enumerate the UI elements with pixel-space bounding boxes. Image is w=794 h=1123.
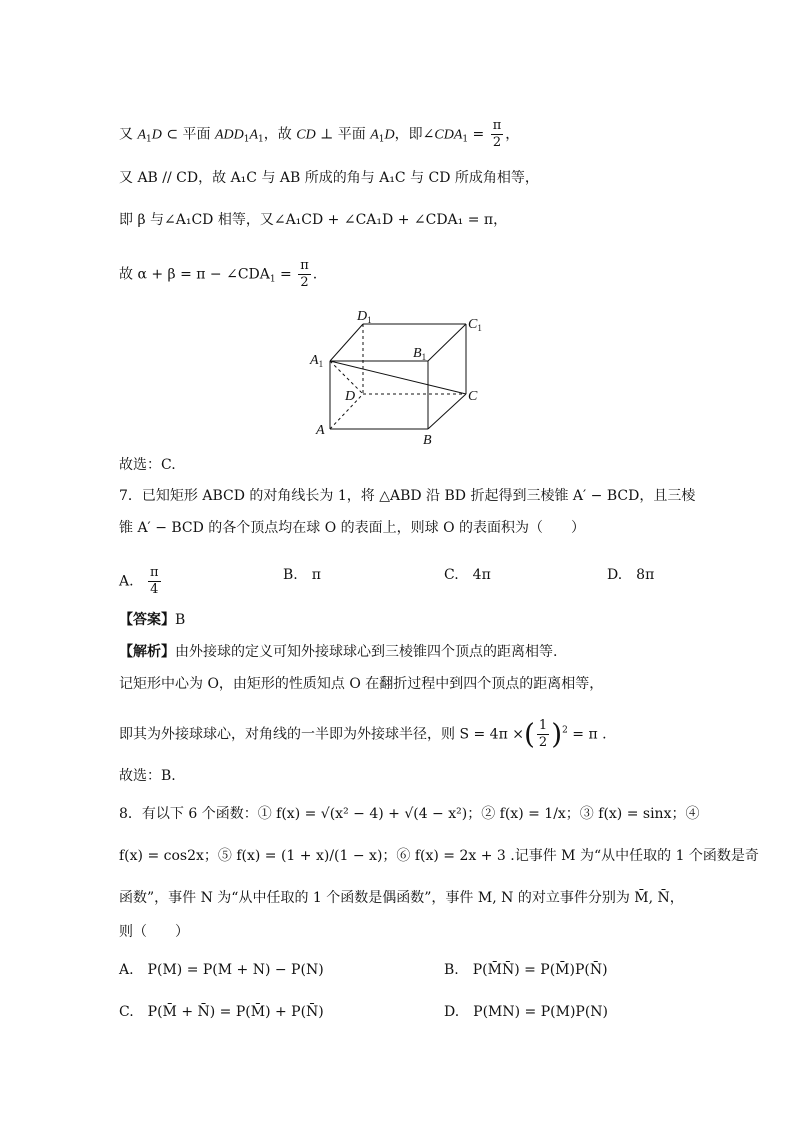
proof-line-2: 又 AB // CD，故 A₁C 与 AB 所成的角与 A₁C 与 CD 所成角相等，: [119, 170, 539, 186]
q7-option-a[interactable]: A. $\frac{\pi}{4}$: [119, 565, 159, 597]
q7-choose: 故选：B.: [119, 768, 176, 784]
label-a: A: [316, 423, 325, 438]
label-b: B: [423, 433, 432, 448]
label-c: C: [468, 389, 478, 404]
label-c1: $C_1$: [468, 317, 482, 333]
q7-line-2: 锥 A′ − BCD 的各个顶点均在球 O 的表面上，则球 O 的表面积为（ ）: [119, 520, 586, 536]
pi-over-2: $\frac{\pi}{2}$: [300, 258, 309, 290]
q7-line-4: 即其为外接球球心，对角线的一半即为外接球半径，则 S = 4π ×( $\frac{1}{2}$ )$^2$ = π .: [119, 717, 607, 751]
q7-line-1: 7．已知矩形 ABCD 的对角线长为 1，将 △ABD 沿 BD 折起得到三棱锥 A′ − BCD，且三棱: [119, 488, 696, 504]
proof-line-1: 又 $A_1D$ ⊂ 平面 $ADD_1A_1$，故 CD ⊥ 平面 $A_1D$，即$\angle CDA_1$ = $\frac{\pi}{2}$ ，: [119, 118, 520, 150]
label-d: D: [345, 389, 356, 404]
q8-line-4: 则（ ）: [119, 924, 189, 940]
label-a1: $A_1$: [310, 353, 324, 369]
text: ，故: [263, 126, 297, 143]
proof-line-4: 故 $\alpha + \beta = \pi - \angle CDA_1$ = $\frac{\pi}{2}$ .: [119, 258, 318, 290]
text: ⊥ 平面: [315, 126, 371, 143]
q8-option-b[interactable]: B. P(M̄N̄) = P(M̄)P(N̄): [444, 962, 608, 978]
cuboid-figure: [305, 306, 490, 451]
label-d1: $D_1$: [357, 309, 372, 325]
text: ，: [505, 126, 520, 143]
q8-option-d[interactable]: D. P(MN) = P(M)P(N): [444, 1004, 609, 1020]
q7-option-b[interactable]: B. π: [283, 567, 321, 583]
text: 平面: [182, 126, 215, 143]
label-b1: $B_1$: [413, 346, 427, 362]
text: ，即∠: [394, 126, 435, 143]
q7-option-c[interactable]: C. 4π: [444, 567, 491, 583]
q8-line-2: f(x) = cos2x；⑤ f(x) = (1 + x)/(1 − x)；⑥ f(x) = 2x + 3 .记事件 M 为“从中任取的 1 个函数是奇: [119, 848, 759, 864]
edge-b1c1: [428, 324, 466, 361]
edge-bc: [428, 394, 466, 429]
q8-option-c[interactable]: C. P(M̄ + N̄) = P(M̄) + P(N̄): [119, 1004, 324, 1020]
q7-line-3: 记矩形中心为 O，由矩形的性质知点 O 在翻折过程中到四个顶点的距离相等，: [119, 676, 604, 692]
text: 又: [119, 126, 138, 143]
q7-analysis: 【解析】由外接球的定义可知外接球球心到三棱锥四个顶点的距离相等.: [119, 644, 558, 660]
q8-line-1: 8．有以下 6 个函数：① f(x) = √(x² − 4) + √(4 − x²)；② f(x) = 1/x；③ f(x) = sinx；④: [119, 806, 700, 822]
q8-option-a[interactable]: A. P(M) = P(M + N) − P(N): [119, 962, 324, 978]
q7-answer: 【答案】B: [119, 612, 186, 628]
proof-line-3: 即 β 与∠A₁CD 相等，又∠A₁CD + ∠CA₁D + ∠CDA₁ = π，: [119, 212, 508, 228]
q8-line-3: 函数”，事件 N 为“从中任取的 1 个函数是偶函数”，事件 M, N 的对立事件分别为 M̄, N̄，: [119, 890, 684, 906]
answer-choose-6: 故选：C.: [119, 457, 176, 473]
q7-option-d[interactable]: D. 8π: [607, 567, 655, 583]
edge-a1d1: [330, 324, 363, 361]
pi-over-2: $\frac{\pi}{2}$: [492, 118, 502, 150]
